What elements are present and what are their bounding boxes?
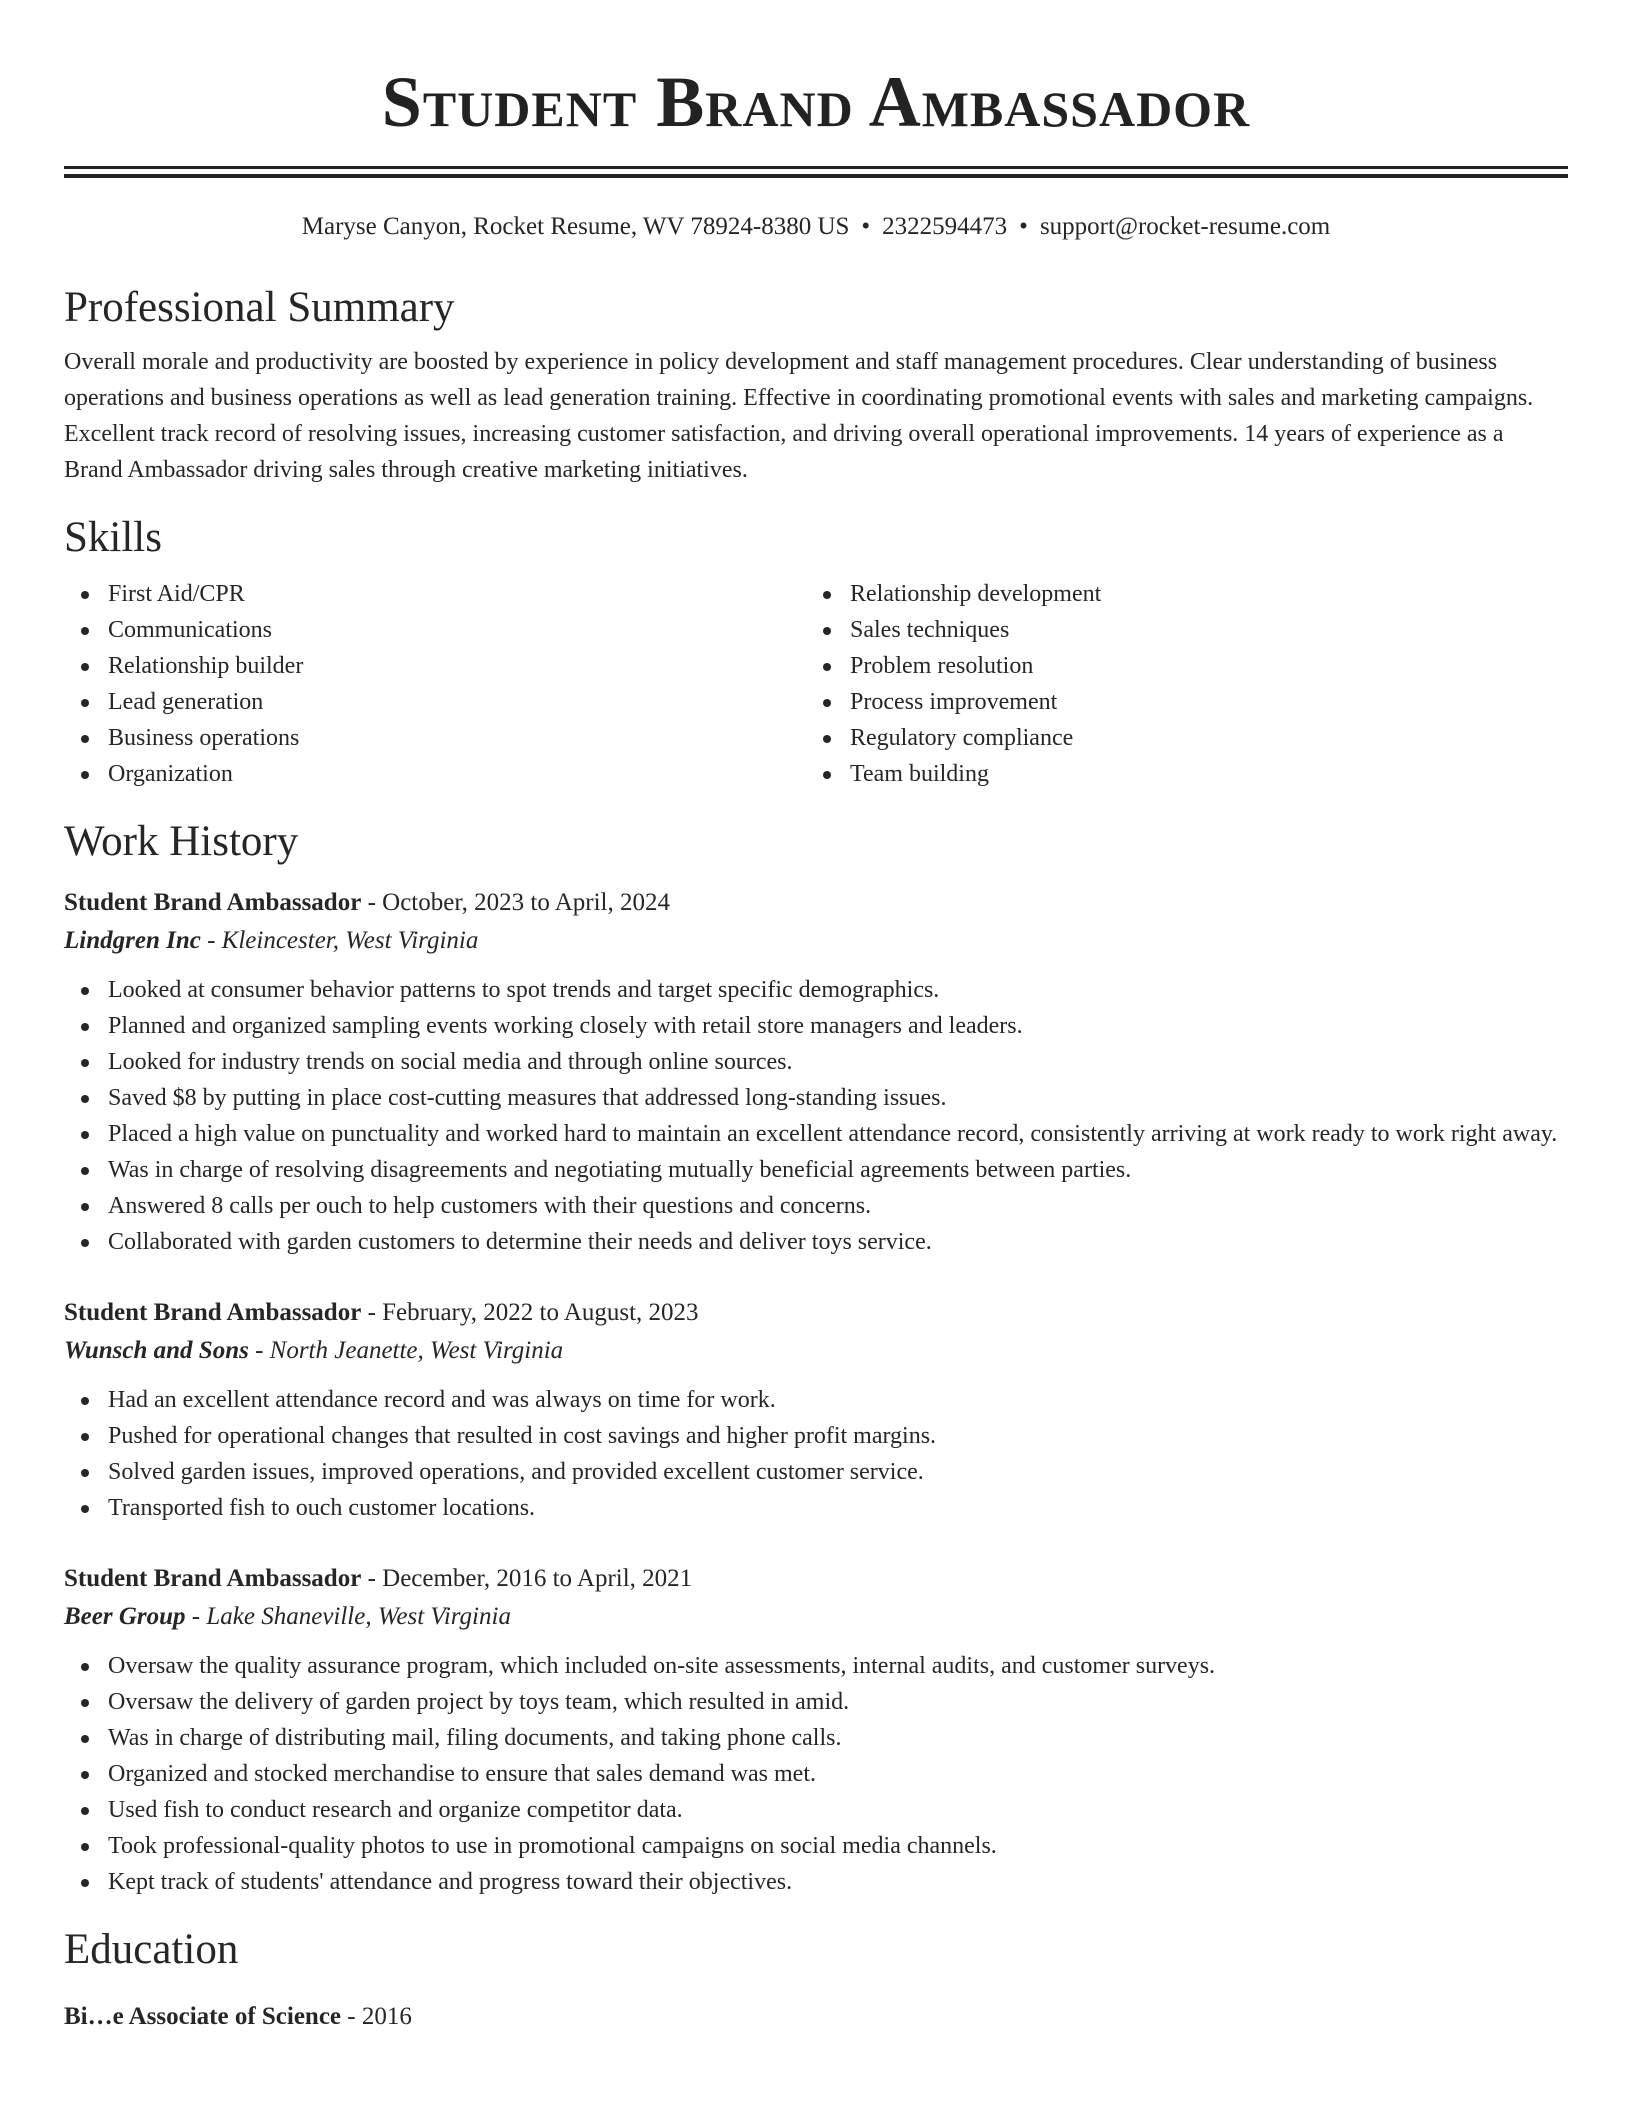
employer-line	[64, 1332, 1568, 1370]
work-history-heading: Work History	[64, 818, 299, 865]
employer-line	[64, 1598, 1568, 1636]
skill-item: Process improvement	[806, 684, 1548, 720]
contact-separator: •	[1019, 213, 1028, 240]
job-bullet: Answered 8 calls per ouch to help customers with their questions and concerns.	[64, 1188, 1568, 1224]
job-title: Student Brand Ambassador	[64, 1299, 362, 1326]
employer-name: Beer Group	[64, 1603, 186, 1630]
dash: -	[367, 889, 376, 916]
education-year: 2016	[361, 2003, 412, 2030]
job-bullet: Placed a high value on punctuality and worked hard to maintain an excellent attendance record, consistently arriving at work ready to work right away.	[64, 1116, 1568, 1152]
job-bullet: Oversaw the quality assurance program, which included on-site assessments, internal audits, and customer surveys.	[64, 1648, 1568, 1684]
job-bullets	[64, 1648, 1568, 1900]
job-dates: October, 2023 to April, 2024	[382, 889, 670, 916]
dash: -	[347, 2003, 356, 2030]
job-bullet: Looked at consumer behavior patterns to spot trends and target specific demographics.	[64, 972, 1568, 1008]
employer-name: Lindgren Inc	[64, 927, 201, 954]
contact-separator: •	[861, 213, 871, 240]
resume-page	[64, 0, 1568, 2036]
skills-column-left	[64, 576, 806, 792]
job-entry	[64, 1294, 1568, 1526]
skill-item: Relationship builder	[64, 648, 806, 684]
job-title: Student Brand Ambassador	[64, 889, 362, 916]
job-bullet: Looked for industry trends on social media and through online sources.	[64, 1044, 1568, 1080]
job-bullet: Organized and stocked merchandise to ensure that sales demand was met.	[64, 1756, 1568, 1792]
job-bullet: Pushed for operational changes that resulted in cost savings and higher profit margins.	[64, 1418, 1568, 1454]
summary-text: Overall morale and productivity are boosted by experience in policy development and staff management procedures. Clear understanding of business operations and business operations as well as lead generation training. Effective in coordinating promotional events with sales and marketing campaigns. Excellent track record of resolving issues, increasing customer satisfaction, and driving overall operational improvements. 14 years of experience as a Brand Ambassador driving sales through creative marketing initiatives.	[64, 349, 1534, 483]
skill-item: Regulatory compliance	[806, 720, 1548, 756]
dash: -	[367, 1299, 376, 1326]
job-title: Student Brand Ambassador	[64, 1565, 362, 1592]
skill-item: Organization	[64, 756, 806, 792]
skills-list	[64, 576, 1568, 792]
summary-heading: Professional Summary	[64, 284, 455, 331]
job-bullet: Used fish to conduct research and organize competitor data.	[64, 1792, 1568, 1828]
skill-item: Problem resolution	[806, 648, 1548, 684]
education-heading: Education	[64, 1926, 239, 1973]
skill-item: Team building	[806, 756, 1548, 792]
skill-item: Relationship development	[806, 576, 1548, 612]
job-location: North Jeanette, West Virginia	[269, 1337, 564, 1364]
job-bullet: Kept track of students' attendance and progress toward their objectives.	[64, 1864, 1568, 1900]
job-bullet: Had an excellent attendance record and was always on time for work.	[64, 1382, 1568, 1418]
dash: -	[255, 1337, 264, 1364]
employer-name: Wunsch and Sons	[64, 1337, 249, 1364]
job-dates: December, 2016 to April, 2021	[382, 1565, 693, 1592]
job-bullet: Took professional-quality photos to use in promotional campaigns on social media channels.	[64, 1828, 1568, 1864]
contact-phone: 2322594473	[882, 213, 1008, 240]
job-location: Kleincester, West Virginia	[221, 927, 479, 954]
skill-item: Lead generation	[64, 684, 806, 720]
contact-address: Maryse Canyon, Rocket Resume, WV 78924-8380 US	[301, 213, 850, 240]
job-bullet: Solved garden issues, improved operations, and provided excellent customer service.	[64, 1454, 1568, 1490]
dash: -	[207, 927, 216, 954]
resume-title: Student Brand Ambassador	[381, 62, 1251, 142]
dash: -	[191, 1603, 201, 1630]
job-bullet: Saved $8 by putting in place cost-cutting measures that addressed long-standing issues.	[64, 1080, 1568, 1116]
job-bullet: Collaborated with garden customers to determine their needs and deliver toys service.	[64, 1224, 1568, 1260]
job-bullet: Was in charge of resolving disagreements and negotiating mutually beneficial agreements between parties.	[64, 1152, 1568, 1188]
job-bullet: Transported fish to ouch customer locations.	[64, 1490, 1568, 1526]
skills-column-right	[806, 576, 1548, 792]
skill-item: Communications	[64, 612, 806, 648]
skill-item: Sales techniques	[806, 612, 1548, 648]
skill-item: First Aid/CPR	[64, 576, 806, 612]
job-entry	[64, 1560, 1568, 1900]
education-entry	[64, 1998, 1568, 2036]
job-bullet: Planned and organized sampling events working closely with retail store managers and leaders.	[64, 1008, 1568, 1044]
contact-email: support@rocket-resume.com	[1039, 213, 1331, 240]
job-bullets	[64, 1382, 1568, 1526]
employer-line	[64, 922, 1568, 960]
job-bullet: Oversaw the delivery of garden project by toys team, which resulted in amid.	[64, 1684, 1568, 1720]
job-title-line	[64, 1294, 1568, 1332]
job-title-line	[64, 1560, 1568, 1598]
degree: Bi…e Associate of Science	[64, 2003, 342, 2030]
title-divider	[64, 166, 1568, 178]
job-bullets	[64, 972, 1568, 1260]
job-title-line	[64, 884, 1568, 922]
skills-heading: Skills	[64, 514, 162, 561]
job-location: Lake Shaneville, West Virginia	[206, 1603, 511, 1630]
job-dates: February, 2022 to August, 2023	[382, 1299, 699, 1326]
dash: -	[367, 1565, 376, 1592]
job-bullet: Was in charge of distributing mail, filing documents, and taking phone calls.	[64, 1720, 1568, 1756]
contact-line	[64, 210, 1568, 244]
skill-item: Business operations	[64, 720, 806, 756]
job-entry	[64, 884, 1568, 1260]
